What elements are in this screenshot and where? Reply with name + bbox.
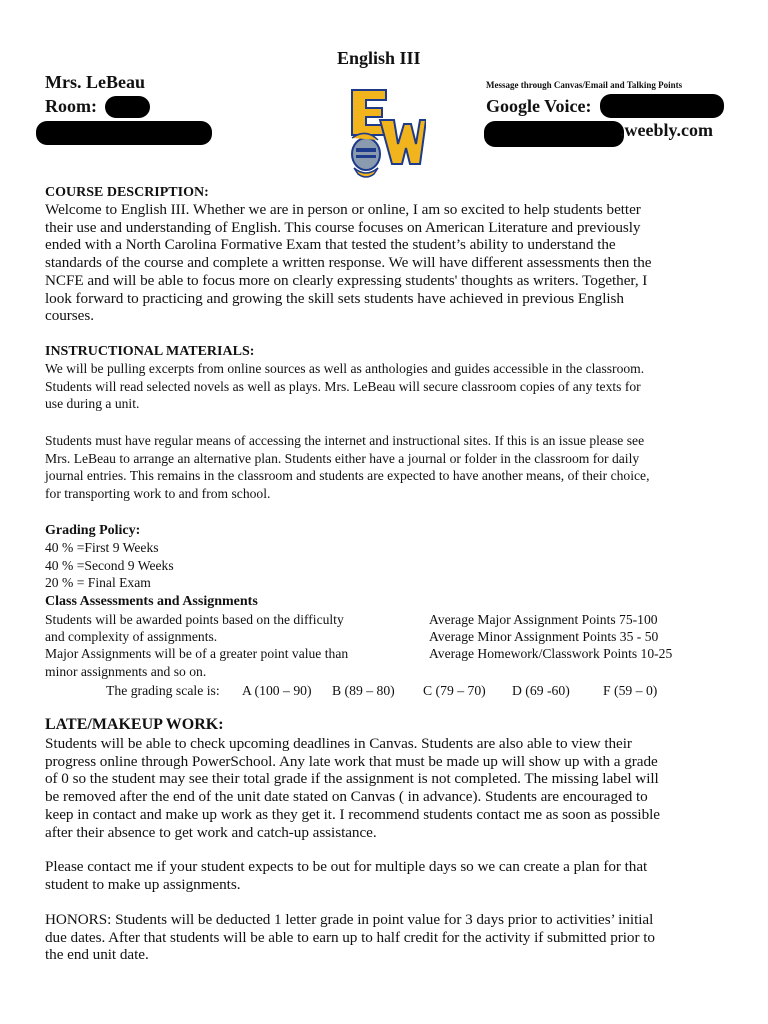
point-range-item: Average Major Assignment Points 75-100: [429, 612, 658, 627]
course-description-text: [45, 201, 725, 325]
text-line: Students will be able to check upcoming deadlines in Canvas. Students are also able to view their: [45, 735, 632, 752]
course-description-heading: COURSE DESCRIPTION:: [45, 185, 209, 200]
school-logo: [344, 84, 426, 180]
text-line: their use and understanding of English. This course focuses on American Literature and previously: [45, 218, 641, 236]
redacted-room: [105, 96, 150, 118]
text-line: the end unit date.: [45, 946, 149, 964]
text-line: Students will read selected novels as well as plays. Mrs. LeBeau will secure classroom copies of any texts for: [45, 378, 641, 394]
redacted-phone: [600, 94, 724, 118]
text-line: minor assignments and so on.: [45, 663, 207, 679]
website-suffix: .weebly.com: [620, 120, 713, 140]
text-line: Please contact me if your student expects to be out for multiple days so we can create a plan for that: [45, 858, 648, 875]
late-work-para2: [45, 858, 725, 893]
text-line: for transporting work to and from school.: [45, 485, 271, 501]
grade-d: D (69 -60): [512, 683, 570, 698]
point-range-item: Average Minor Assignment Points 35 - 50: [429, 629, 659, 645]
text-line: Students will be awarded points based on the difficulty: [45, 612, 344, 627]
grading-policy-heading: Grading Policy:: [45, 523, 141, 538]
text-line: NCFE and will be able to focus more on clearly expressing students' thoughts as writers. Together, I: [45, 271, 648, 289]
late-work-para1: [45, 735, 725, 841]
text-line: courses.: [45, 307, 94, 325]
text-line: journal entries. This remains in the classroom and students are expected to have another means, of their choice,: [45, 468, 650, 484]
grade-a: A (100 – 90): [242, 683, 312, 698]
text-line: student to make up assignments.: [45, 875, 241, 893]
grade-b: B (89 – 80): [332, 683, 395, 698]
redacted-email-left: [36, 121, 212, 145]
grading-weights: [45, 539, 725, 592]
text-line: look forward to practicing and growing the skill sets students have achieved in previous English: [45, 289, 624, 307]
grading-scale: [106, 682, 657, 700]
text-line: be removed after the end of the unit date stated on Canvas ( in advance). Students are encouraged to: [45, 788, 648, 806]
text-line: Students must have regular means of accessing the internet and instructional sites. If this is an issue please see: [45, 433, 645, 448]
text-line: of 0 so the student may see their total grade if the assignment is not completed. The missing label will: [45, 770, 659, 788]
logo-knight-icon: [344, 84, 426, 180]
grading-weight-item: 40 % =Second 9 Weeks: [45, 557, 174, 573]
grading-weight-item: 40 % =First 9 Weeks: [45, 540, 159, 555]
course-title: English III: [337, 48, 421, 68]
text-line: Welcome to English III. Whether we are in person or online, I am so excited to help students better: [45, 201, 641, 218]
text-line: standards of the course and complete a written response. We will have different assessments then the: [45, 254, 652, 272]
teacher-name: Mrs. LeBeau: [45, 72, 145, 92]
grading-weight-item: 20 % = Final Exam: [45, 575, 151, 591]
room-label: Room:: [45, 96, 97, 116]
google-voice-label: Google Voice:: [486, 96, 592, 116]
grade-c: C (79 – 70): [423, 683, 486, 698]
honors-policy: [45, 911, 725, 964]
text-line: ended with a North Carolina Formative Exam that tested the student’s ability to understand the: [45, 236, 616, 254]
instructional-materials-para1: [45, 360, 725, 413]
text-line: We will be pulling excerpts from online sources as well as anthologies and guides accessible in the classroom.: [45, 361, 645, 376]
assessments-description: [45, 611, 415, 680]
contact-note: Message through Canvas/Email and Talking Points: [486, 80, 683, 90]
text-line: keep in contact and make up work as they get it. I recommend students contact me as soon as possible: [45, 805, 660, 823]
assessment-point-ranges: [429, 611, 729, 663]
redacted-website: [484, 121, 624, 147]
text-line: HONORS: Students will be deducted 1 letter grade in point value for 3 days prior to activities’ initial: [45, 911, 654, 928]
instructional-materials-heading: INSTRUCTIONAL MATERIALS:: [45, 344, 255, 359]
text-line: after their absence to get work and catch-up assistance.: [45, 823, 377, 841]
text-line: and complexity of assignments.: [45, 629, 218, 645]
text-line: Mrs. LeBeau to arrange an alternative plan. Students either have a journal or folder in the classroom for daily: [45, 450, 640, 466]
grade-f: F (59 – 0): [603, 683, 658, 698]
text-line: progress online through PowerSchool. Any late work that must be made up will show up with a grade: [45, 752, 658, 770]
instructional-materials-para2: [45, 432, 725, 502]
grading-scale-label: The grading scale is:: [106, 683, 220, 698]
text-line: due dates. After that students will be able to earn up to half credit for the activity if submitted prior to: [45, 928, 655, 946]
text-line: use during a unit.: [45, 396, 140, 412]
text-line: Major Assignments will be of a greater point value than: [45, 646, 349, 662]
assessments-heading: Class Assessments and Assignments: [45, 594, 258, 609]
point-range-item: Average Homework/Classwork Points 10-25: [429, 646, 673, 662]
late-work-heading: LATE/MAKEUP WORK:: [45, 716, 224, 733]
